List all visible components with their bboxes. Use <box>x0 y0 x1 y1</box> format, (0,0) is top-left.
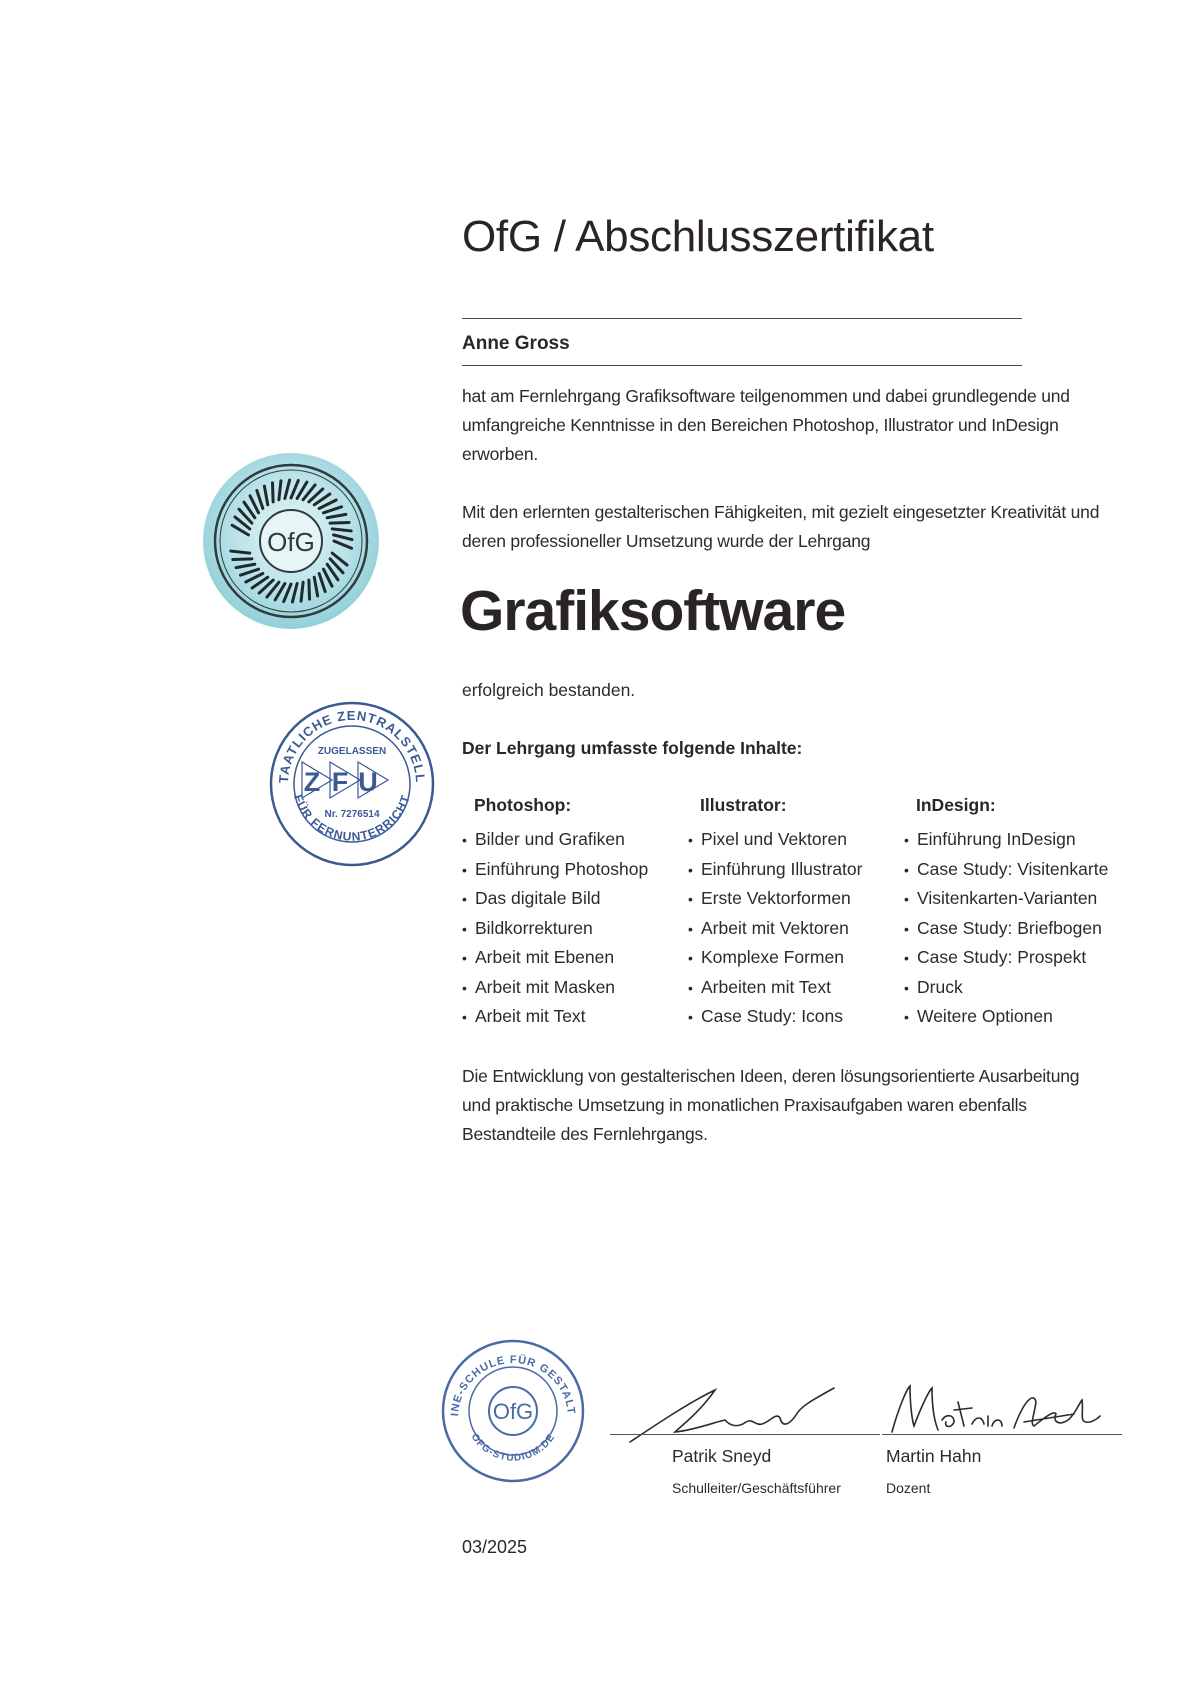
zfu-letter-z: Z <box>303 767 321 797</box>
zfu-stamp <box>268 700 436 868</box>
list-item: • Case Study: Icons <box>688 1006 844 1026</box>
list-item: • Bildkorrekturen <box>462 917 593 938</box>
list-item: • Einführung Photoshop <box>462 858 649 879</box>
zfu-bottom-text: FÜR FERNUNTERRICHT <box>291 792 413 844</box>
laurel-leaf <box>332 529 351 531</box>
list-item: • Visitenkarten-Varianten <box>904 888 1098 908</box>
list-item: • Case Study: Prospekt <box>904 947 1087 967</box>
list-item: • Arbeit mit Vektoren <box>688 917 849 938</box>
laurel-leaf <box>279 481 281 500</box>
signatory-role: Schulleiter/Geschäftsführer <box>672 1480 841 1496</box>
list-item: • Druck <box>904 976 963 997</box>
list-item: • Case Study: Briefbogen <box>904 917 1102 938</box>
passed-text: erfolgreich bestanden. <box>462 680 636 700</box>
column-title: InDesign: <box>916 795 996 815</box>
zfu-number: Nr. 7276514 <box>324 809 380 820</box>
list-item: • Case Study: Visitenkarte <box>904 858 1109 879</box>
closing-paragraph: Die Entwicklung von gestalterischen Ideen, deren lösungsorientierte Ausarbeitung und praktische Umsetzung in monatlichen Praxisaufgaben waren ebenfalls Bestandteile des Fernlehrgangs. <box>462 1066 1080 1144</box>
list-item: • Einführung Illustrator <box>688 858 863 879</box>
zfu-letter-f: F <box>331 767 349 797</box>
signatory-name: Patrik Sneyd <box>672 1446 772 1466</box>
hologram-logo: OfG <box>267 527 315 557</box>
list-item: • Arbeiten mit Text <box>688 976 832 997</box>
zfu-approved-text: ZUGELASSEN <box>317 746 387 757</box>
signature-sneyd <box>620 1382 850 1452</box>
intro-paragraph: hat am Fernlehrgang Grafiksoftware teilgenommen und dabei grundlegende und umfangreiche Kenntnisse in den Bereichen Photoshop, Illustrator und InDesign erworben. <box>462 386 1070 464</box>
recipient-name: Anne Gross <box>462 333 570 354</box>
stamp-logo: OfG <box>492 1399 534 1424</box>
laurel-leaf <box>301 582 303 601</box>
divider <box>462 318 1022 319</box>
signature-line-hahn <box>882 1434 1122 1435</box>
content-heading: Der Lehrgang umfasste folgende Inhalte: <box>462 738 803 758</box>
zfu-top-text: TAATLICHE ZENTRALSTELL <box>275 707 429 784</box>
laurel-leaf <box>272 483 273 502</box>
laurel-leaf <box>233 559 252 560</box>
list-item: • Komplexe Formen <box>688 947 844 967</box>
zfu-letter-u: U <box>358 767 378 797</box>
list-item: • Bilder und Grafiken <box>462 829 625 849</box>
laurel-leaf <box>330 522 349 523</box>
list-item: • Erste Vektorformen <box>688 888 851 908</box>
column-illustrator <box>688 795 862 1032</box>
hologram-seal <box>202 452 380 630</box>
column-title: Illustrator: <box>700 795 787 815</box>
laurel-leaf <box>231 551 250 553</box>
skills-paragraph: Mit den erlernten gestalterischen Fähigkeiten, mit gezielt eingesetzter Kreativität und deren professioneller Umsetzung wurde der Lehrgang <box>462 502 1100 551</box>
signatory-role: Dozent <box>886 1480 931 1496</box>
certificate-title: OfG / Abschlusszertifikat <box>462 212 934 261</box>
list-item: • Das digitale Bild <box>462 888 601 908</box>
list-item: • Weitere Optionen <box>904 1006 1053 1026</box>
school-stamp <box>440 1338 586 1484</box>
signatory-name: Martin Hahn <box>886 1446 982 1466</box>
list-item: • Arbeit mit Masken <box>462 976 616 997</box>
column-indesign <box>904 795 1108 1032</box>
divider <box>462 365 1022 366</box>
column-title: Photoshop: <box>474 795 572 815</box>
svg-text:OFG-STUDIUM.DE <box>468 1432 557 1464</box>
list-item: • Arbeit mit Text <box>462 1006 586 1026</box>
signature-line-sneyd <box>610 1434 880 1435</box>
course-name: Grafiksoftware <box>460 579 846 643</box>
signature-hahn <box>884 1380 1104 1450</box>
list-item: • Einführung InDesign <box>904 829 1076 849</box>
list-item: • Arbeit mit Ebenen <box>462 947 615 967</box>
stamp-bottom-text: OFG-STUDIUM.DE <box>468 1431 558 1464</box>
column-photoshop <box>462 795 648 1032</box>
stamp-top-text: INE-SCHULE FÜR GESTALT <box>449 1353 577 1417</box>
laurel-leaf <box>309 580 310 599</box>
list-item: • Pixel und Vektoren <box>688 829 847 849</box>
issue-date: 03/2025 <box>462 1537 528 1557</box>
